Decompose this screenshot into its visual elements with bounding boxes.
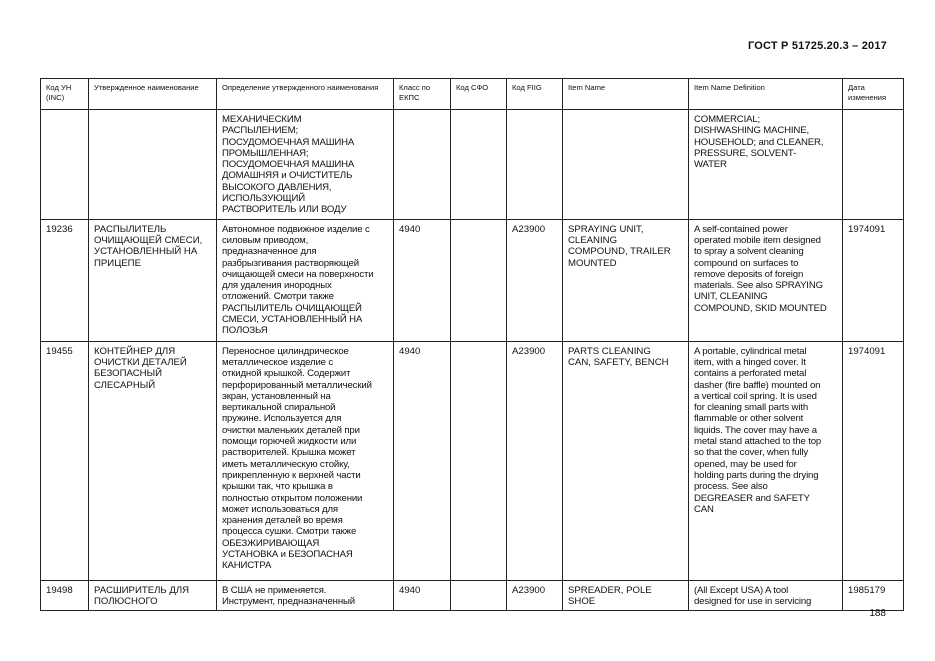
document-code: ГОСТ Р 51725.20.3 – 2017	[747, 40, 887, 52]
cell-definition-en: A portable, cylindrical metal item, with a hinged cover. It contains a perforated metal dasher (fire baffle) mounted on a vertical coil spring. It is used for cleaning small parts with flammable or other solvent liquids. The cover may have a metal stand attached to the top so that the cover, when fully opened, may be used for holding parts during the drying process. See also DEGREASER and SAFETY CAN	[689, 341, 843, 580]
table-row	[41, 219, 904, 341]
cell-definition-en: COMMERCIAL; DISHWASHING MACHINE, HOUSEHOLD; and CLEANER, PRESSURE, SOLVENT- WATER	[689, 110, 843, 220]
cell-change-date	[843, 110, 904, 220]
cell-item-name: PARTS CLEANING CAN, SAFETY, BENCH	[563, 341, 689, 580]
cell-fiig-code: A23900	[507, 341, 563, 580]
cell-sfo-code	[451, 110, 507, 220]
col-header-inc: Код УН (INC)	[41, 79, 89, 110]
cell-approved-name: РАСШИРИТЕЛЬ ДЛЯ ПОЛЮСНОГО	[89, 580, 217, 611]
col-header-fiig-code: Код FIIG	[507, 79, 563, 110]
col-header-sfo-code: Код СФО	[451, 79, 507, 110]
cell-change-date: 1974091	[843, 341, 904, 580]
table-row	[41, 341, 904, 580]
cell-approved-name: КОНТЕЙНЕР ДЛЯ ОЧИСТКИ ДЕТАЛЕЙ БЕЗОПАСНЫЙ СЛЕСАРНЫЙ	[89, 341, 217, 580]
cell-ekps-class: 4940	[394, 341, 451, 580]
cell-ekps-class	[394, 110, 451, 220]
cell-inc: 19455	[41, 341, 89, 580]
cell-sfo-code	[451, 341, 507, 580]
cell-ekps-class: 4940	[394, 219, 451, 341]
cell-definition-ru: Переносное цилиндрическое металлическое изделие с откидной крышкой. Содержит перфорированный металлический экран, установленный на вертикальной спиральной пружине. Используется для очистки маленьких деталей при помощи горючей жидкости или растворителей. Крышка может иметь металлическую стойку, прикрепленную к верхней части крышки так, что крышка в полностью открытом положении может использоваться для хранения деталей во время процесса сушки. Смотри также ОБЕЗЖИРИВАЮЩАЯ УСТАНОВКА и БЕЗОПАСНАЯ КАНИСТРА	[217, 341, 394, 580]
cell-change-date: 1974091	[843, 219, 904, 341]
cell-item-name: SPRAYING UNIT, CLEANING COMPOUND, TRAILER MOUNTED	[563, 219, 689, 341]
cell-definition-en: A self-contained power operated mobile item designed to spray a solvent cleaning compound on surfaces to remove deposits of foreign materials. See also SPRAYING UNIT, CLEANING COMPOUND, SKID MOUNTED	[689, 219, 843, 341]
col-header-item-name: Item Name	[563, 79, 689, 110]
cell-sfo-code	[451, 580, 507, 611]
col-header-change-date: Дата изменения	[843, 79, 904, 110]
cell-definition-ru: В США не применяется. Инструмент, предназначенный	[217, 580, 394, 611]
cell-item-name: SPREADER, POLE SHOE	[563, 580, 689, 611]
col-header-item-name-definition: Item Name Definition	[689, 79, 843, 110]
table-row	[41, 580, 904, 611]
page-number: 188	[869, 608, 886, 619]
cell-definition-en: (All Except USA) A tool designed for use in servicing	[689, 580, 843, 611]
cell-inc: 19498	[41, 580, 89, 611]
cell-fiig-code	[507, 110, 563, 220]
cell-approved-name	[89, 110, 217, 220]
table-row	[41, 110, 904, 220]
item-name-table	[40, 78, 904, 611]
col-header-ekps-class: Класс по ЕКПС	[394, 79, 451, 110]
cell-approved-name: РАСПЫЛИТЕЛЬ ОЧИЩАЮЩЕЙ СМЕСИ, УСТАНОВЛЕННЫЙ НА ПРИЦЕПЕ	[89, 219, 217, 341]
cell-definition-ru: МЕХАНИЧЕСКИМ РАСПЫЛЕНИЕМ; ПОСУДОМОЕЧНАЯ МАШИНА ПРОМЫШЛЕННАЯ; ПОСУДОМОЕЧНАЯ МАШИНА ДОМАШНЯЯ и ОЧИСТИТЕЛЬ ВЫСОКОГО ДАВЛЕНИЯ, ИСПОЛЬЗУЮЩИЙ РАСТВОРИТЕЛЬ ИЛИ ВОДУ	[217, 110, 394, 220]
cell-fiig-code: A23900	[507, 580, 563, 611]
cell-inc: 19236	[41, 219, 89, 341]
cell-change-date: 1985179	[843, 580, 904, 611]
table-header-row	[41, 79, 904, 110]
col-header-definition: Определение утвержденного наименования	[217, 79, 394, 110]
cell-definition-ru: Автономное подвижное изделие с силовым приводом, предназначенное для разбрызгивания растворяющей очищающей смеси на поверхности для удаления инородных отложений. Смотри также РАСПЫЛИТЕЛЬ ОЧИЩАЮЩЕЙ СМЕСИ, УСТАНОВЛЕННЫЙ НА ПОЛОЗЬЯ	[217, 219, 394, 341]
cell-ekps-class: 4940	[394, 580, 451, 611]
cell-sfo-code	[451, 219, 507, 341]
cell-item-name	[563, 110, 689, 220]
cell-fiig-code: A23900	[507, 219, 563, 341]
cell-inc	[41, 110, 89, 220]
col-header-approved-name: Утвержденное наименование	[89, 79, 217, 110]
